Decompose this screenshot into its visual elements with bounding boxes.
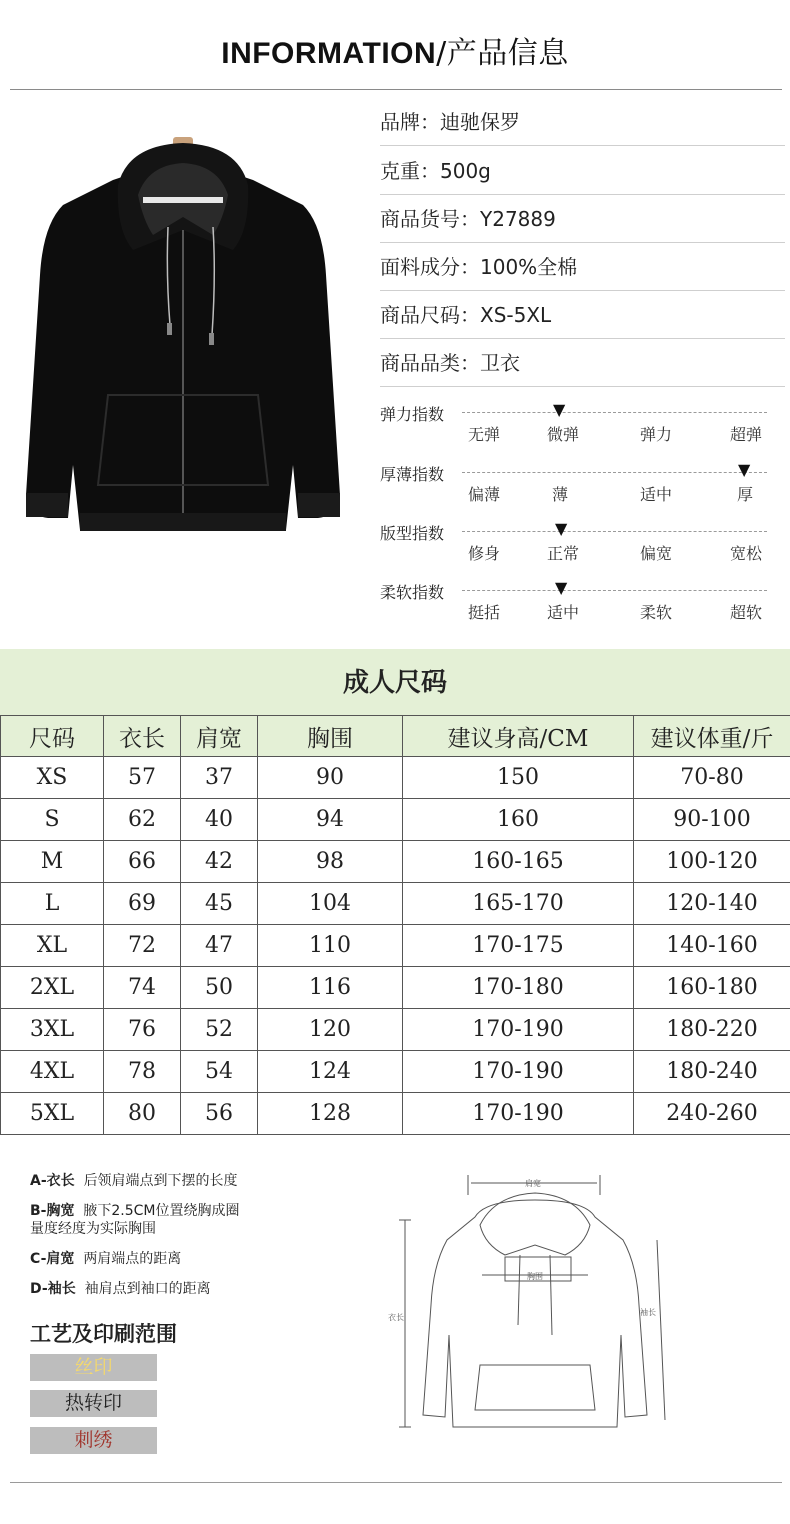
index-option: 挺括 [468, 603, 501, 622]
column-header: 衣长 [104, 716, 181, 757]
table-cell: 120 [258, 1009, 403, 1051]
table-cell: 50 [181, 967, 258, 1009]
table-cell: 72 [104, 925, 181, 967]
title-en: INFORMATION [221, 37, 437, 70]
table-cell: 90 [258, 757, 403, 799]
note-desc: 两肩端点的距离 [83, 1251, 182, 1267]
table-cell: 70-80 [634, 757, 790, 799]
diagram-label-length: 衣长 [388, 1313, 404, 1322]
table-cell: 66 [104, 841, 181, 883]
table-cell: 62 [104, 799, 181, 841]
table-header-row [1, 716, 790, 757]
bottom-divider [10, 1482, 782, 1483]
note-key: C-肩宽 [30, 1251, 75, 1267]
index-option: 薄 [552, 485, 569, 504]
table-cell: 56 [181, 1093, 258, 1135]
table-cell: S [1, 799, 104, 841]
table-cell: L [1, 883, 104, 925]
column-header: 胸围 [258, 716, 403, 757]
table-cell: 110 [258, 925, 403, 967]
table-cell: 90-100 [634, 799, 790, 841]
measurement-diagram [385, 1165, 675, 1450]
craft-embroidery [30, 1427, 157, 1454]
index-option: 弹力 [640, 425, 673, 444]
table-cell: 42 [181, 841, 258, 883]
table-cell: 170-190 [403, 1051, 634, 1093]
table-cell: 76 [104, 1009, 181, 1051]
diagram-label-chest: 胸围 [527, 1272, 543, 1281]
attr-item-no-text: 商品货号：Y27889 [380, 207, 556, 231]
table-cell: XS [1, 757, 104, 799]
selected-marker-icon: ▼ [555, 519, 568, 538]
attr-brand-text: 品牌：迪驰保罗 [380, 110, 520, 134]
table-row [1, 757, 790, 799]
column-header: 尺码 [1, 716, 104, 757]
index-fit [380, 519, 785, 579]
attr-weight-text: 克重：500g [380, 159, 491, 183]
index-line [462, 472, 767, 473]
note-key: A-衣长 [30, 1173, 75, 1189]
table-cell: 37 [181, 757, 258, 799]
note-desc: 袖肩点到袖口的距离 [84, 1281, 211, 1297]
table-cell: 47 [181, 925, 258, 967]
craft-heat-transfer [30, 1390, 157, 1417]
attr-fabric-text: 面料成分：100%全棉 [380, 255, 578, 279]
table-cell: 170-190 [403, 1009, 634, 1051]
header-divider [10, 89, 782, 90]
index-option: 厚 [737, 485, 754, 504]
index-label: 厚薄指数 [380, 465, 445, 484]
index-elasticity [380, 400, 785, 460]
table-cell: 170-180 [403, 967, 634, 1009]
index-option: 修身 [468, 544, 501, 563]
table-cell: 54 [181, 1051, 258, 1093]
index-option: 偏宽 [640, 544, 673, 563]
attr-size-range [380, 290, 785, 339]
craft-label: 丝印 [74, 1356, 113, 1378]
table-cell: 140-160 [634, 925, 790, 967]
attr-category [380, 338, 785, 387]
table-cell: 240-260 [634, 1093, 790, 1135]
table-cell: 78 [104, 1051, 181, 1093]
measure-note-length [30, 1172, 238, 1190]
index-option: 微弹 [547, 425, 580, 444]
table-cell: 80 [104, 1093, 181, 1135]
note-desc: 腋下2.5CM位置绕胸成圈 [83, 1203, 240, 1219]
table-cell: 165-170 [403, 883, 634, 925]
table-cell: 150 [403, 757, 634, 799]
selected-marker-icon: ▼ [553, 400, 566, 419]
index-option: 偏薄 [468, 485, 501, 504]
table-cell: 2XL [1, 967, 104, 1009]
selected-marker-icon: ▼ [555, 578, 568, 597]
column-header: 建议体重/斤 [634, 716, 790, 757]
table-cell: 180-220 [634, 1009, 790, 1051]
table-row [1, 967, 790, 1009]
table-cell: 104 [258, 883, 403, 925]
index-label: 弹力指数 [380, 405, 445, 424]
craft-silkscreen [30, 1354, 157, 1381]
index-option: 超弹 [730, 425, 763, 444]
table-cell: 45 [181, 883, 258, 925]
page-title [0, 28, 790, 72]
note-key: D-袖长 [30, 1281, 76, 1297]
table-cell: 116 [258, 967, 403, 1009]
table-cell: 160-180 [634, 967, 790, 1009]
attr-category-text: 商品品类：卫衣 [380, 351, 520, 375]
attr-brand [380, 97, 785, 146]
selected-marker-icon: ▼ [738, 460, 751, 479]
index-label: 柔软指数 [380, 583, 445, 602]
attr-weight [380, 146, 785, 195]
size-table-body [1, 757, 790, 1135]
index-option: 适中 [547, 603, 580, 622]
table-cell: M [1, 841, 104, 883]
table-cell: 160 [403, 799, 634, 841]
table-cell: 124 [258, 1051, 403, 1093]
title-cn: 产品信息 [446, 36, 569, 71]
table-cell: 5XL [1, 1093, 104, 1135]
measure-note-chest [30, 1202, 240, 1238]
measure-note-shoulder [30, 1250, 181, 1268]
attr-size-range-text: 商品尺码：XS-5XL [380, 303, 552, 327]
table-cell: 52 [181, 1009, 258, 1051]
table-row [1, 1051, 790, 1093]
table-row [1, 883, 790, 925]
index-label: 版型指数 [380, 524, 445, 543]
note-desc: 后领肩端点到下摆的长度 [83, 1173, 238, 1189]
table-cell: 74 [104, 967, 181, 1009]
index-option: 适中 [640, 485, 673, 504]
table-cell: 69 [104, 883, 181, 925]
table-cell: 4XL [1, 1051, 104, 1093]
table-cell: 3XL [1, 1009, 104, 1051]
column-header: 肩宽 [181, 716, 258, 757]
table-cell: 180-240 [634, 1051, 790, 1093]
attr-item-no [380, 194, 785, 243]
craft-label: 热转印 [64, 1392, 122, 1414]
title-sep: / [436, 36, 447, 71]
table-cell: 94 [258, 799, 403, 841]
craft-title: 工艺及印刷范围 [30, 1322, 177, 1346]
table-cell: 57 [104, 757, 181, 799]
table-row [1, 925, 790, 967]
diagram-label-shoulder: 肩宽 [525, 1179, 541, 1188]
measure-note-sleeve [30, 1280, 211, 1298]
size-chart-title: 成人尺码 [342, 668, 447, 698]
table-cell: 160-165 [403, 841, 634, 883]
table-cell: 170-190 [403, 1093, 634, 1135]
index-option: 超软 [730, 603, 763, 622]
table-cell: 40 [181, 799, 258, 841]
index-option: 宽松 [730, 544, 763, 563]
index-line [462, 412, 767, 413]
index-line [462, 531, 767, 532]
note-key: B-胸宽 [30, 1203, 75, 1219]
hoodie-product-image [18, 135, 348, 545]
table-row [1, 799, 790, 841]
table-row [1, 1093, 790, 1135]
index-softness [380, 578, 785, 638]
table-cell: 120-140 [634, 883, 790, 925]
table-cell: 100-120 [634, 841, 790, 883]
table-cell: 98 [258, 841, 403, 883]
table-cell: 128 [258, 1093, 403, 1135]
table-row [1, 1009, 790, 1051]
index-option: 柔软 [640, 603, 673, 622]
diagram-label-sleeve: 袖长 [640, 1308, 656, 1317]
index-line [462, 590, 767, 591]
craft-label: 刺绣 [74, 1429, 113, 1451]
table-cell: XL [1, 925, 104, 967]
table-row [1, 841, 790, 883]
index-option: 无弹 [468, 425, 501, 444]
attr-fabric [380, 242, 785, 291]
note-desc-continued: 量度经度为实际胸围 [30, 1221, 156, 1237]
column-header: 建议身高/CM [403, 716, 634, 757]
index-option: 正常 [547, 544, 580, 563]
size-table [0, 715, 790, 1135]
index-thickness [380, 460, 785, 520]
table-cell: 170-175 [403, 925, 634, 967]
